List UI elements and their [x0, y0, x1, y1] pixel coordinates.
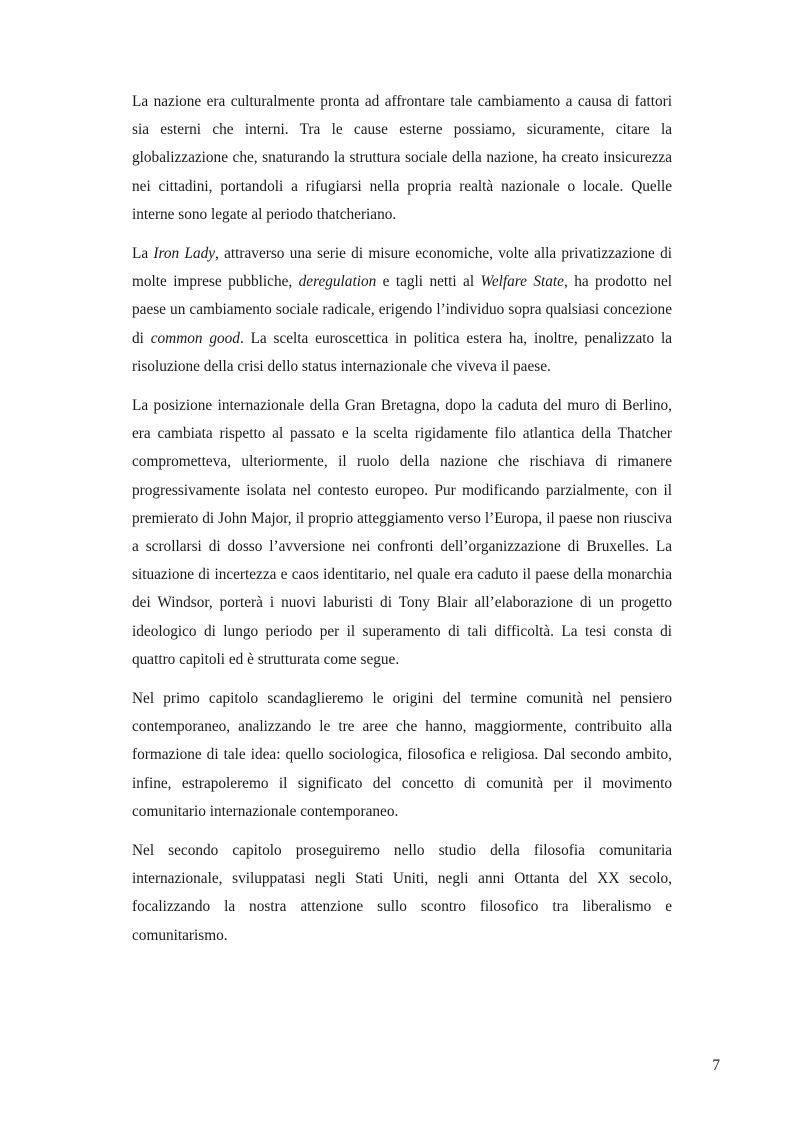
page-number: 7	[712, 1057, 720, 1074]
text-segment: La posizione internazionale della Gran Bretagna, dopo la caduta del muro di Berlino, era cambiata rispetto al passato e la scelta rigidamente filo atlantica della Thatcher comprometteva, ulteriormente, il ruolo della nazione che rischiava di rimanere progressivamente isolata nel contesto europeo. Pur modificando parzialmente, con il premierato di John Major, il proprio atteggiamento verso l’Europa, il paese non riusciva a scrollarsi di dosso l’avversione nei confronti dell’organizzazione di Bruxelles. La situazione di incertezza e caos identitario, nel quale era caduto il paese della monarchia dei Windsor, porterà i nuovi laburisti di Tony Blair all’elaborazione di un progetto ideologico di lungo periodo per il superamento di tali difficoltà. La tesi consta di quattro capitoli ed è strutturata come segue.	[132, 397, 672, 668]
text-segment: La	[132, 245, 154, 263]
italic-term: Welfare State	[480, 273, 564, 291]
text-segment: Nel primo capitolo scandaglieremo le origini del termine comunità nel pensiero contemporaneo, analizzando le tre aree che hanno, maggiormente, contribuito alla formazione di tale idea: quello sociologica, filosofica e religiosa. Dal secondo ambito, infine, estrapoleremo il significato del concetto di comunità per il movimento comunitario internazionale contemporaneo.	[132, 690, 672, 820]
text-segment: Nel secondo capitolo proseguiremo nello studio della filosofia comunitaria internazionale, sviluppatasi negli Stati Uniti, negli anni Ottanta del XX secolo, focalizzando la nostra attenzione sullo scontro filosofico tra liberalismo e comunitarismo.	[132, 842, 672, 944]
italic-term: Iron Lady	[153, 245, 216, 263]
italic-term: deregulation	[298, 273, 377, 291]
paragraph-4	[132, 685, 672, 826]
text-segment: La nazione era culturalmente pronta ad affrontare tale cambiamento a causa di fattori sia esterni che interni. Tra le cause esterne possiamo, sicuramente, citare la globalizzazione che, snaturando la struttura sociale della nazione, ha creato insicurezza nei cittadini, portandoli a rifugiarsi nella propria realtà nazionale o locale. Quelle interne sono legate al periodo thatcheriano.	[132, 93, 672, 223]
paragraph-2	[132, 240, 672, 381]
paragraph-3	[132, 392, 672, 674]
text-segment: e tagli netti al	[376, 273, 481, 291]
text-segment: , attraverso una serie di misure economiche, volte alla privatizzazione di molte imprese pubbliche,	[132, 245, 672, 291]
italic-term: common good	[150, 329, 240, 347]
text-segment: . La scelta euroscettica in politica estera ha, inoltre, penalizzato la risoluzione della crisi dello status internazionale che viveva il paese.	[132, 329, 672, 375]
paragraph-5	[132, 837, 672, 950]
page-body	[132, 88, 672, 961]
paragraph-1	[132, 88, 672, 229]
text-segment: , ha prodotto nel paese un cambiamento sociale radicale, erigendo l’individuo sopra qualsiasi concezione di	[132, 273, 672, 347]
